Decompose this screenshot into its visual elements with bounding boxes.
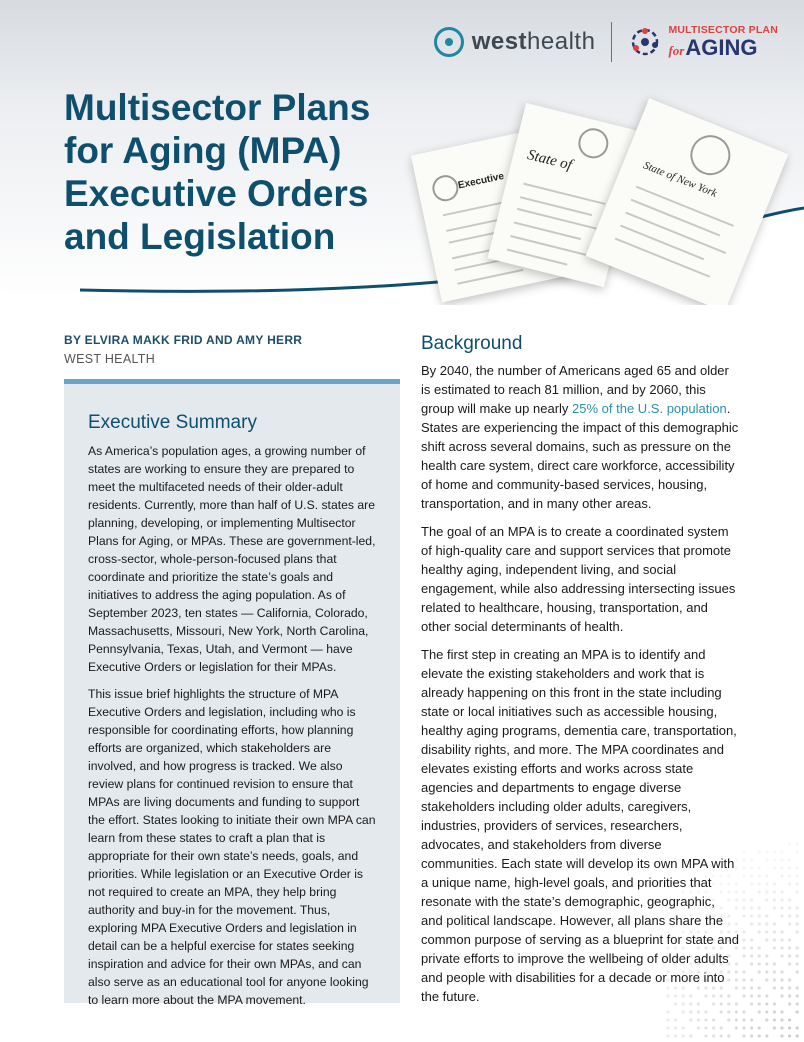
background-paragraph-2: The goal of an MPA is to create a coordinated system of high-quality care and support services that promote healthy aging, independent living, and social engagement, while also addressing intersecting issues related to healthcare, housing, transportation, and other social determinants of health. xyxy=(421,524,736,634)
mpa-emblem-icon xyxy=(628,25,662,59)
executive-summary-paragraph-2: This issue brief highlights the structure of MPA Executive Orders and legislation, including who is responsible for coordinating efforts, how planning efforts are organized, which stakeholders are involved, and how progress is tracked. We also review plans for continued revision to ensure that MPAs are living documents and funding to support the effort. States looking to initiate their own MPA can learn from these states to craft a plan that is appropriate for their own state’s needs, goals, and priorities. While legislation or an Executive Order is not required to create an MPA, they help bring authority and buy-in for the movement. Thus, exploring MPA Executive Orders and legislation in detail can be a helpful exercise for states seeking inspiration and advice for their own MPAs, and can also serve as an educational tool for anyone looking to learn more about the MPA movement. xyxy=(88,687,376,1007)
logo-bar xyxy=(434,22,778,62)
byline xyxy=(64,333,404,366)
background-heading: Background xyxy=(421,333,523,354)
title-line-2: for Aging (MPA) xyxy=(64,130,342,171)
doc1-heading: Executive xyxy=(457,170,506,192)
population-link[interactable]: 25% of the U.S. population xyxy=(572,401,727,416)
executive-summary-box xyxy=(64,379,400,1007)
title-line-1: Multisector Plans xyxy=(64,87,371,128)
westhealth-wordmark-bold: west xyxy=(471,28,528,55)
background-section xyxy=(421,333,739,1015)
westhealth-wordmark-regular: health xyxy=(527,28,596,55)
title-line-4: and Legislation xyxy=(64,216,336,257)
background-p1-text: By 2040, the number of Americans aged 65 and older is estimated to reach 81 million, and by 2060, this group will make up nearly xyxy=(421,363,729,416)
mpa-logo-line1: MULTISECTOR PLAN xyxy=(668,23,778,36)
organization: WEST HEALTH xyxy=(64,352,156,366)
doc2-heading: State of xyxy=(525,147,574,174)
mpa-logo-for: for xyxy=(668,43,685,59)
background-paragraph-1 xyxy=(421,361,739,513)
page-title xyxy=(64,86,424,258)
doc3-heading: State of New York xyxy=(641,159,719,200)
authors: BY ELVIRA MAKK FRID AND AMY HERR xyxy=(64,333,303,347)
executive-summary-heading: Executive Summary xyxy=(88,412,257,433)
executive-summary-paragraph-1: As America’s population ages, a growing number of states are working to ensure they are prepared to meet the multifaceted needs of their older-adult residents. Currently, more than half of U.S. states are planning, developing, or implementing Multisector Plans for Aging, or MPAs. These are government-led, cross-sector, whole-person-focused plans that coordinate and prioritize the state’s goals and initiatives to address the aging population. As of September 2023, ten states — California, Colorado, Massachusetts, Missouri, New York, North Carolina, Pennsylvania, Texas, Utah, and Vermont — have Executive Orders or legislation for their MPAs. xyxy=(88,444,376,674)
seal-icon xyxy=(575,125,611,161)
background-p1-text-end: . States are experiencing the impact of this demographic shift across several domains, such as pressure on the health care system, direct care workforce, accessibility of home and community-based services, housing, transportation, and in many other areas. xyxy=(421,401,739,511)
mpa-logo-aging: AGING xyxy=(685,35,758,61)
westhealth-circle-icon xyxy=(434,27,464,57)
westhealth-logo xyxy=(434,27,596,57)
logo-divider xyxy=(611,22,612,62)
hero-banner xyxy=(0,0,804,305)
title-line-3: Executive Orders xyxy=(64,173,369,214)
mpa-logo xyxy=(628,25,778,60)
seal-icon xyxy=(430,173,461,204)
background-paragraph-3: The first step in creating an MPA is to identify and elevate the existing stakeholders and work that is already happening on this front in the state including state or local initiatives such as accessible housing, healthy aging programs, dementia care, transportation, disability rights, and more. The MPA coordinates and elevates existing efforts and works across state agencies and departments to engage diverse stakeholders including older adults, caregivers, industries, providers of services, researchers, advocates, and stakeholders from diverse communities. Each state will develop its own MPA with a unique name, high-level goals, and priorities that resonate with the state’s demographic, geographic, and political landscape. However, all plans share the common purpose of serving as a blueprint for state and private efforts to improve the wellbeing of older adults and people with disabilities for a decade or more into the future. xyxy=(421,647,739,1004)
seal-icon xyxy=(684,129,736,181)
